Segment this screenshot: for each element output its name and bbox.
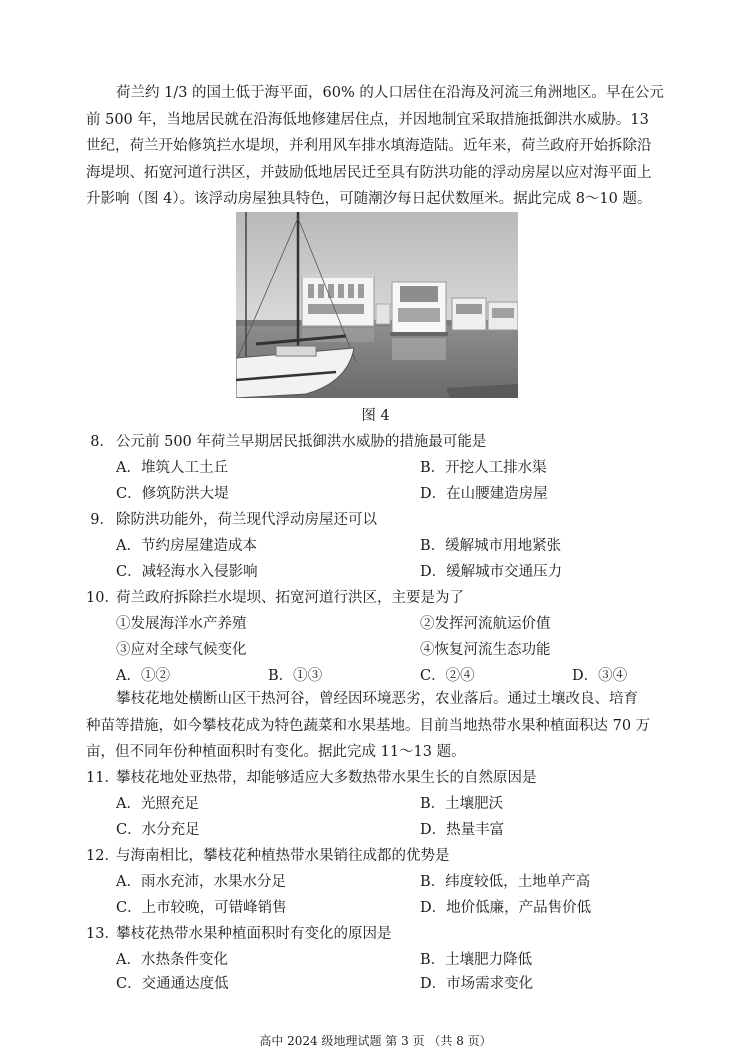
q9-option-d: D．缓解城市交通压力 — [420, 564, 563, 580]
question-11-stem — [86, 766, 537, 787]
passage-line: 亩，但不同年份种植面积时有变化。据此完成 11～13 题。 — [86, 744, 466, 760]
q12-option-a: A．雨水充沛，水果水分足 — [116, 874, 286, 890]
q8-option-d: D．在山腰建造房屋 — [420, 486, 548, 502]
q9-option-b: B．缓解城市用地紧张 — [420, 538, 562, 554]
question-13-stem — [86, 922, 392, 943]
question-number: 10． — [86, 590, 119, 606]
q10-statement-2: ②发挥河流航运价值 — [420, 616, 551, 632]
q10-option-a: A．①② — [116, 668, 170, 684]
stem-text: 攀枝花热带水果种植面积时有变化的原因是 — [116, 926, 392, 942]
q10-option-b: B．①③ — [268, 668, 323, 684]
q10-statement-3: ③应对全球气候变化 — [116, 642, 247, 658]
q12-option-c: C．上市较晚，可错峰销售 — [116, 900, 287, 916]
question-number: 11． — [86, 770, 119, 786]
question-10-stem — [86, 586, 464, 607]
stem-text: 荷兰政府拆除拦水堤坝、拓宽河道行洪区，主要是为了 — [116, 590, 464, 606]
passage-panzhihua — [86, 686, 686, 766]
q11-option-c: C．水分充足 — [116, 822, 200, 838]
page-footer: 高中 2024 级地理试题 第 3 页 （共 8 页） — [259, 1034, 492, 1048]
q13-option-b: B．土壤肥力降低 — [420, 952, 533, 968]
q9-option-c: C．减轻海水入侵影响 — [116, 564, 258, 580]
passage-line: 升影响（图 4）。该浮动房屋独具特色，可随潮汐每日起伏数厘米。据此完成 8～10 题。 — [86, 191, 652, 207]
q8-option-b: B．开挖人工排水渠 — [420, 460, 547, 476]
stem-text: 公元前 500 年荷兰早期居民抵御洪水威胁的措施最可能是 — [116, 434, 487, 450]
q12-option-d: D．地价低廉，产品售价低 — [420, 900, 592, 916]
question-12-stem — [86, 844, 450, 865]
question-number: 13． — [86, 926, 119, 942]
q11-option-b: B．土壤肥沃 — [420, 796, 504, 812]
question-9-stem — [86, 508, 377, 529]
q8-option-a: A．堆筑人工土丘 — [116, 460, 228, 476]
question-number: 8． — [90, 434, 114, 450]
q10-statement-1: ①发展海洋水产养殖 — [116, 616, 247, 632]
passage-line: 种苗等措施，如今攀枝花成为特色蔬菜和水果基地。目前当地热带水果种植面积达 70 万 — [86, 717, 651, 734]
q11-option-a: A．光照充足 — [116, 796, 199, 812]
question-8-stem — [86, 430, 486, 451]
q11-option-d: D．热量丰富 — [420, 822, 505, 838]
question-number: 12． — [86, 848, 119, 864]
q13-option-d: D．市场需求变化 — [420, 976, 534, 992]
q12-option-b: B．纬度较低，土地单产高 — [420, 874, 591, 890]
passage-netherlands — [86, 80, 686, 213]
passage-line: 荷兰约 1/3 的国土低于海平面，60% 的人口居住在沿海及河流三角洲地区。早在公元 — [116, 85, 664, 101]
figure-caption: 图 4 — [361, 408, 390, 424]
q10-option-d: D．③④ — [572, 668, 628, 684]
floating-houses-photo — [236, 212, 518, 398]
question-number: 9． — [90, 512, 114, 528]
q8-option-c: C．修筑防洪大堤 — [116, 486, 229, 502]
q13-option-c: C．交通通达度低 — [116, 976, 229, 992]
passage-line: 海堤坝、拓宽河道行洪区，并鼓励低地居民迁至具有防洪功能的浮动房屋以应对海平面上 — [86, 164, 652, 181]
stem-text: 与海南相比，攀枝花种植热带水果销往成都的优势是 — [116, 848, 450, 864]
q9-option-a: A．节约房屋建造成本 — [116, 538, 257, 554]
passage-line: 前 500 年，当地居民就在沿海低地修建居住点，并因地制宜采取措施抵御洪水威胁。13 — [86, 111, 649, 128]
q10-option-c: C．②④ — [420, 668, 475, 684]
stem-text: 攀枝花地处亚热带，却能够适应大多数热带水果生长的自然原因是 — [116, 770, 537, 786]
passage-line: 攀枝花地处横断山区干热河谷，曾经因环境恶劣，农业落后。通过土壤改良、培育 — [116, 691, 638, 707]
q10-statement-4: ④恢复河流生态功能 — [420, 642, 551, 658]
q13-option-a: A．水热条件变化 — [116, 952, 228, 968]
passage-line: 世纪，荷兰开始修筑拦水堤坝，并利用风车排水填海造陆。近年来，荷兰政府开始拆除沿 — [86, 138, 652, 154]
stem-text: 除防洪功能外，荷兰现代浮动房屋还可以 — [116, 512, 377, 528]
